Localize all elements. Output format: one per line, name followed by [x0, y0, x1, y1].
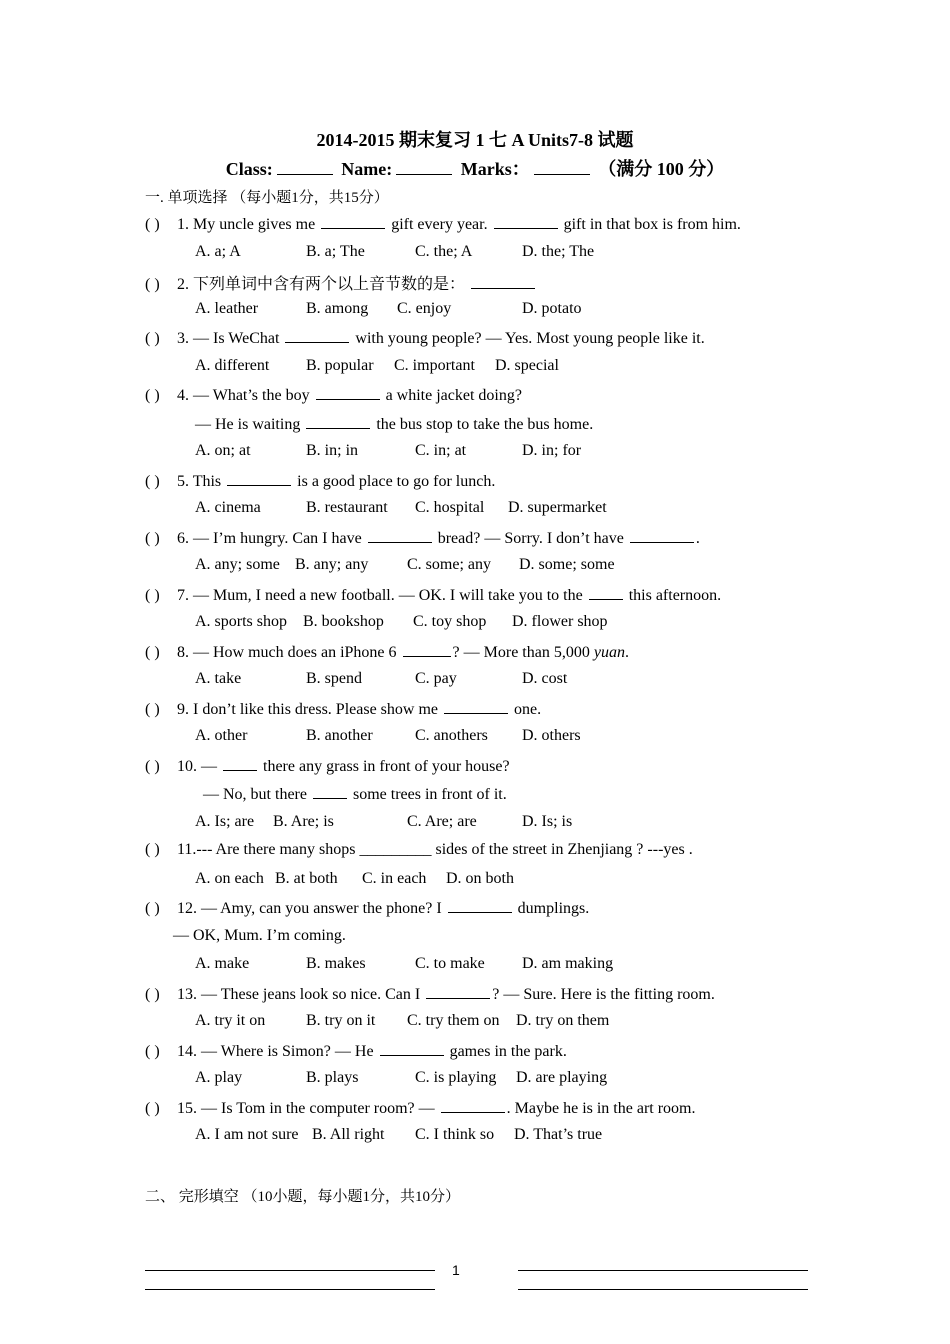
- class-label: Class:: [225, 159, 273, 179]
- footer-rule-right-top: [518, 1270, 808, 1271]
- option-a[interactable]: A. sports shop: [195, 613, 288, 630]
- stem-text: is a good place to go for lunch.: [293, 472, 496, 490]
- question-stem-continued: [203, 784, 507, 804]
- option-a[interactable]: A. play: [195, 1069, 243, 1086]
- option-c[interactable]: C. in each: [362, 869, 427, 887]
- option-b[interactable]: B. restaurant: [306, 499, 388, 516]
- question-stem: [145, 984, 715, 1004]
- question-stem: [145, 898, 589, 918]
- stem-text: 9. I don’t like this dress. Please show me: [177, 700, 443, 718]
- stem-text: . Maybe he is in the art room.: [506, 1099, 696, 1117]
- question-stem: [145, 271, 537, 294]
- answer-paren: ( ): [145, 330, 160, 347]
- stem-text: 14. — Where is Simon? — He: [177, 1042, 378, 1060]
- answer-blank: [380, 1041, 444, 1056]
- answer-paren: ( ): [145, 757, 160, 775]
- question-stem: [145, 528, 700, 548]
- option-b[interactable]: B. Are; is: [273, 812, 334, 830]
- option-d[interactable]: D. on both: [446, 869, 514, 887]
- option-c[interactable]: C. some; any: [407, 556, 491, 573]
- answer-blank: [426, 984, 490, 999]
- answer-paren: ( ): [145, 472, 160, 490]
- answer-paren: ( ): [145, 387, 160, 404]
- stem-text: — No, but there: [203, 786, 311, 803]
- option-b[interactable]: B. popular: [306, 356, 374, 374]
- answer-blank: [321, 214, 385, 229]
- answer-paren: ( ): [145, 276, 160, 293]
- answer-blank: [448, 898, 512, 913]
- answer-paren: ( ): [145, 985, 160, 1003]
- stem-text: 1. My uncle gives me: [177, 216, 320, 233]
- stem-text: there any grass in front of your house?: [259, 757, 510, 775]
- answer-blank: [306, 414, 370, 429]
- question-stem-continued: [195, 414, 593, 434]
- answer-paren: ( ): [145, 1099, 160, 1117]
- question-stem: [145, 642, 629, 662]
- option-c[interactable]: C. to make: [415, 955, 485, 972]
- stem-text: dumplings.: [513, 900, 590, 917]
- option-b[interactable]: B. another: [306, 727, 373, 744]
- option-b[interactable]: B. in; in: [306, 442, 359, 459]
- stem-text: .: [624, 643, 629, 661]
- stem-text: 8. — How much does an iPhone 6: [177, 643, 401, 661]
- answer-blank: [316, 385, 380, 400]
- answer-paren: ( ): [145, 900, 160, 917]
- stem-text: 11.--- Are there many shops _________ sides of the street in Zhenjiang ? ---yes .: [177, 841, 693, 858]
- stem-text: 2. 下列单词中含有两个以上音节数的是：: [177, 276, 470, 293]
- option-a[interactable]: A. make: [195, 955, 250, 972]
- stem-text: 7. — Mum, I need a new football. — OK. I will take you to the: [177, 586, 587, 604]
- stem-text: games in the park.: [445, 1042, 567, 1060]
- answer-blank: [313, 784, 347, 799]
- answer-paren: ( ): [145, 216, 160, 233]
- section1-heading: 一. 单项选择 （每小题1分，共15分）: [145, 190, 389, 206]
- answer-blank: [494, 214, 558, 229]
- student-info-line: [0, 155, 950, 181]
- option-a[interactable]: A. on each: [195, 869, 264, 887]
- stem-text: ? — More than 5,000: [452, 643, 594, 661]
- stem-text: the bus stop to take the bus home.: [372, 415, 594, 433]
- option-c[interactable]: C. enjoy: [397, 299, 452, 317]
- stem-text: 10. —: [177, 757, 221, 775]
- option-c[interactable]: C. toy shop: [413, 613, 487, 630]
- question-stem: [145, 471, 495, 491]
- footer-rule-right-bottom: [518, 1289, 808, 1290]
- option-b[interactable]: B. a; The: [306, 242, 365, 260]
- option-b[interactable]: B. makes: [306, 955, 366, 972]
- question-stem: [145, 756, 510, 776]
- stem-text: with young people? — Yes. Most young people like it.: [351, 330, 705, 347]
- option-c[interactable]: C. Are; are: [407, 812, 477, 830]
- option-d[interactable]: D. supermarket: [508, 499, 607, 516]
- stem-text: 15. — Is Tom in the computer room? —: [177, 1099, 439, 1117]
- answer-blank: [589, 585, 623, 600]
- option-a[interactable]: A. on; at: [195, 442, 251, 459]
- option-c[interactable]: C. the; A: [415, 242, 473, 260]
- option-a[interactable]: A. try it on: [195, 1012, 266, 1029]
- stem-text: — OK, Mum. I’m coming.: [173, 926, 346, 944]
- stem-text: a white jacket doing?: [381, 387, 522, 404]
- footer-rule-left-top: [145, 1270, 435, 1271]
- option-b[interactable]: B. plays: [306, 1069, 359, 1086]
- stem-text: 4. — What’s the boy: [177, 387, 314, 404]
- answer-paren: ( ): [145, 529, 160, 547]
- option-d[interactable]: D. That’s true: [514, 1126, 603, 1143]
- option-a[interactable]: A. take: [195, 670, 242, 687]
- option-a[interactable]: A. any; some: [195, 556, 280, 573]
- stem-text: — He is waiting: [195, 415, 305, 433]
- option-a[interactable]: A. a; A: [195, 242, 241, 260]
- question-stem: [145, 328, 705, 348]
- question-stem: [145, 699, 541, 719]
- option-d[interactable]: D. some; some: [519, 556, 615, 573]
- option-b[interactable]: B. any; any: [295, 556, 369, 573]
- option-c[interactable]: C. I think so: [415, 1126, 495, 1143]
- question-stem: [145, 1098, 696, 1118]
- option-c[interactable]: C. anothers: [415, 727, 488, 744]
- option-c[interactable]: C. pay: [415, 670, 457, 687]
- stem-text: 12. — Amy, can you answer the phone? I: [177, 900, 446, 917]
- answer-blank: [285, 328, 349, 343]
- answer-paren: ( ): [145, 841, 160, 858]
- option-d[interactable]: D. are playing: [516, 1069, 608, 1086]
- option-d[interactable]: D. flower shop: [512, 613, 608, 630]
- stem-text: bread? — Sorry. I don’t have: [433, 529, 628, 547]
- answer-paren: ( ): [145, 1042, 160, 1060]
- section2-heading: 二、 完形填空 （10小题，每小题1分，共10分）: [145, 1189, 461, 1205]
- option-d[interactable]: D. am making: [522, 955, 614, 972]
- option-b[interactable]: B. All right: [312, 1126, 385, 1143]
- answer-blank: [227, 471, 291, 486]
- answer-blank: [403, 642, 451, 657]
- question-stem: [145, 214, 741, 234]
- footer-rule-left-bottom: [145, 1289, 435, 1290]
- option-d[interactable]: D. the; The: [522, 242, 595, 260]
- option-a[interactable]: A. other: [195, 727, 248, 744]
- answer-blank: [630, 528, 694, 543]
- answer-blank: [444, 699, 508, 714]
- option-b[interactable]: B. bookshop: [303, 613, 384, 630]
- stem-text: 6. — I’m hungry. Can I have: [177, 529, 366, 547]
- italic-text: yuan: [593, 643, 625, 661]
- stem-text: some trees in front of it.: [348, 786, 507, 803]
- option-b[interactable]: B. among: [306, 299, 369, 317]
- option-d[interactable]: D. potato: [522, 299, 582, 317]
- option-d[interactable]: D. in; for: [522, 442, 582, 459]
- name-label: Name:: [341, 159, 393, 179]
- option-a[interactable]: A. cinema: [195, 499, 261, 516]
- stem-text: 5. This: [177, 472, 226, 490]
- option-a[interactable]: A. Is; are: [195, 812, 255, 830]
- option-a[interactable]: A. I am not sure: [195, 1126, 299, 1143]
- stem-text: gift every year.: [387, 216, 492, 233]
- marks-blank: [534, 160, 590, 175]
- option-b[interactable]: B. try on it: [306, 1012, 376, 1029]
- name-blank: [396, 160, 452, 175]
- option-d[interactable]: D. cost: [522, 670, 568, 687]
- answer-paren: ( ): [145, 643, 160, 661]
- stem-text: gift in that box is from him.: [559, 216, 741, 233]
- option-d[interactable]: D. others: [522, 727, 581, 744]
- stem-text: this afternoon.: [624, 586, 722, 604]
- option-b[interactable]: B. at both: [275, 869, 338, 887]
- class-blank: [277, 160, 333, 175]
- answer-blank: [223, 756, 257, 771]
- option-c[interactable]: C. in; at: [415, 442, 467, 459]
- option-a[interactable]: A. different: [195, 356, 270, 374]
- stem-text: .: [695, 529, 700, 547]
- option-d[interactable]: D. special: [495, 356, 559, 374]
- option-c[interactable]: C. try them on: [407, 1012, 500, 1029]
- page-number: 1: [452, 1262, 460, 1278]
- stem-text: 3. — Is WeChat: [177, 330, 284, 347]
- option-d[interactable]: D. try on them: [516, 1012, 610, 1029]
- answer-paren: ( ): [145, 700, 160, 718]
- option-c[interactable]: C. is playing: [415, 1069, 497, 1086]
- stem-text: one.: [510, 700, 542, 718]
- question-stem-continued: [173, 927, 346, 945]
- stem-text: 13. — These jeans look so nice. Can I: [177, 985, 425, 1003]
- stem-text: ? — Sure. Here is the fitting room.: [492, 985, 715, 1003]
- question-stem: [145, 1041, 567, 1061]
- question-stem: [145, 841, 693, 859]
- answer-blank: [368, 528, 432, 543]
- option-c[interactable]: C. hospital: [415, 499, 485, 516]
- answer-paren: ( ): [145, 586, 160, 604]
- question-stem: [145, 385, 522, 405]
- option-a[interactable]: A. leather: [195, 299, 259, 317]
- option-c[interactable]: C. important: [394, 356, 475, 374]
- marks-label: Marks：: [460, 159, 530, 179]
- full-marks-note: （满分 100 分）: [598, 159, 725, 179]
- answer-blank: [441, 1098, 505, 1113]
- option-b[interactable]: B. spend: [306, 670, 362, 687]
- answer-blank: [471, 274, 535, 289]
- option-d[interactable]: D. Is; is: [522, 812, 573, 830]
- question-stem: [145, 585, 721, 605]
- page-title: 2014-2015 期末复习 1 七 A Units7-8 试题: [316, 130, 634, 150]
